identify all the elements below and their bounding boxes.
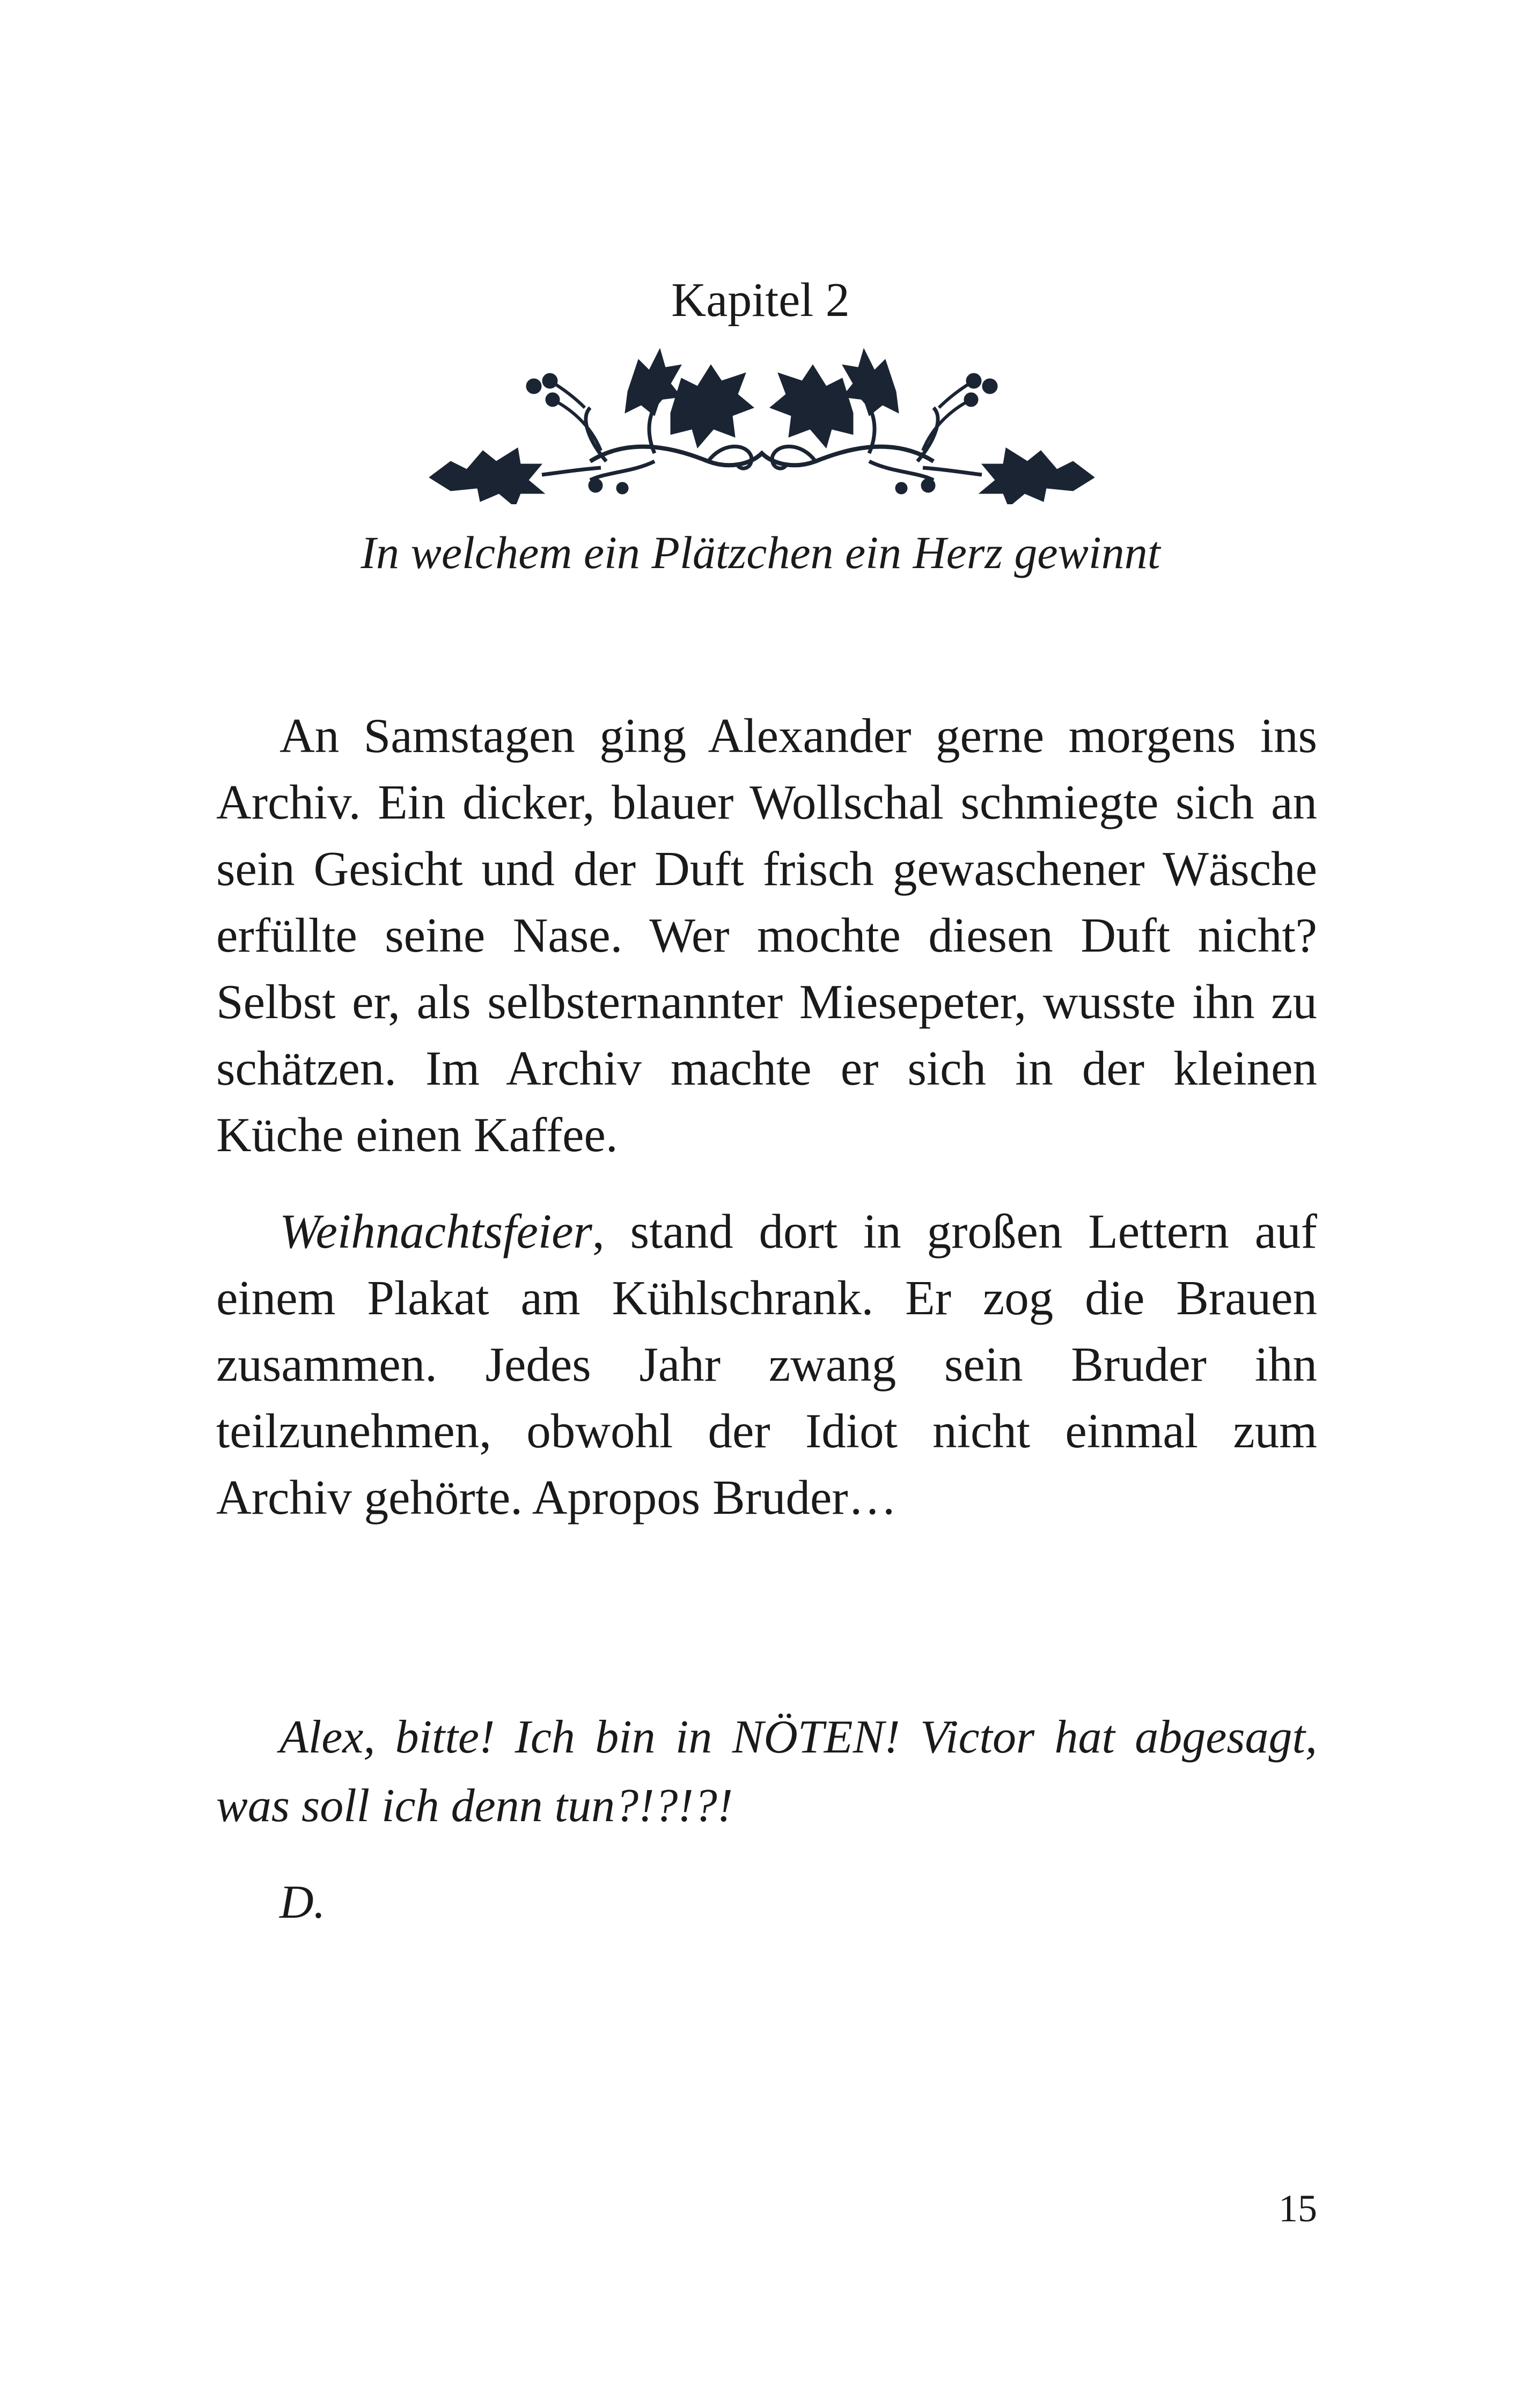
holly-leaves-ornament-icon <box>429 327 1094 504</box>
note-signature: D. <box>280 1876 326 1928</box>
emphasis-word: Weihnachtsfeier <box>280 1204 592 1258</box>
handwritten-note <box>216 1703 1317 1937</box>
page-number: 15 <box>1278 2187 1317 2230</box>
note-message: Alex, bitte! Ich bin in NÖTEN! Victor hat abgesagt, was soll ich denn tun?!?!?! <box>216 1711 1317 1832</box>
paragraph <box>216 1198 1317 1531</box>
chapter-body <box>216 703 1317 1531</box>
paragraph: An Samstagen ging Alexander gerne morgens ins Archiv. Ein dicker, blauer Wollschal schmiegte sich an sein Gesicht und der Duft frisch gewaschener Wäsche erfüllte seine Nase. Wer mochte diesen Duft nicht? Selbst er, als selbsternannter Miesepeter, wusste ihn zu schätzen. Im Archiv machte er sich in der kleinen Küche einen Kaffee. <box>216 709 1317 1162</box>
chapter-subtitle: In welchem ein Plätzchen ein Herz gewinnt <box>361 527 1160 578</box>
chapter-title: Kapitel 2 <box>671 274 850 327</box>
paragraph-text: , stand dort in großen Lettern auf einem Plakat am Kühlschrank. Er zog die Brauen zusammen. Jedes Jahr zwang sein Bruder ihn teilzunehmen, obwohl der Idiot nicht einmal zum Archiv gehörte. Apropos Bruder… <box>216 1204 1317 1525</box>
